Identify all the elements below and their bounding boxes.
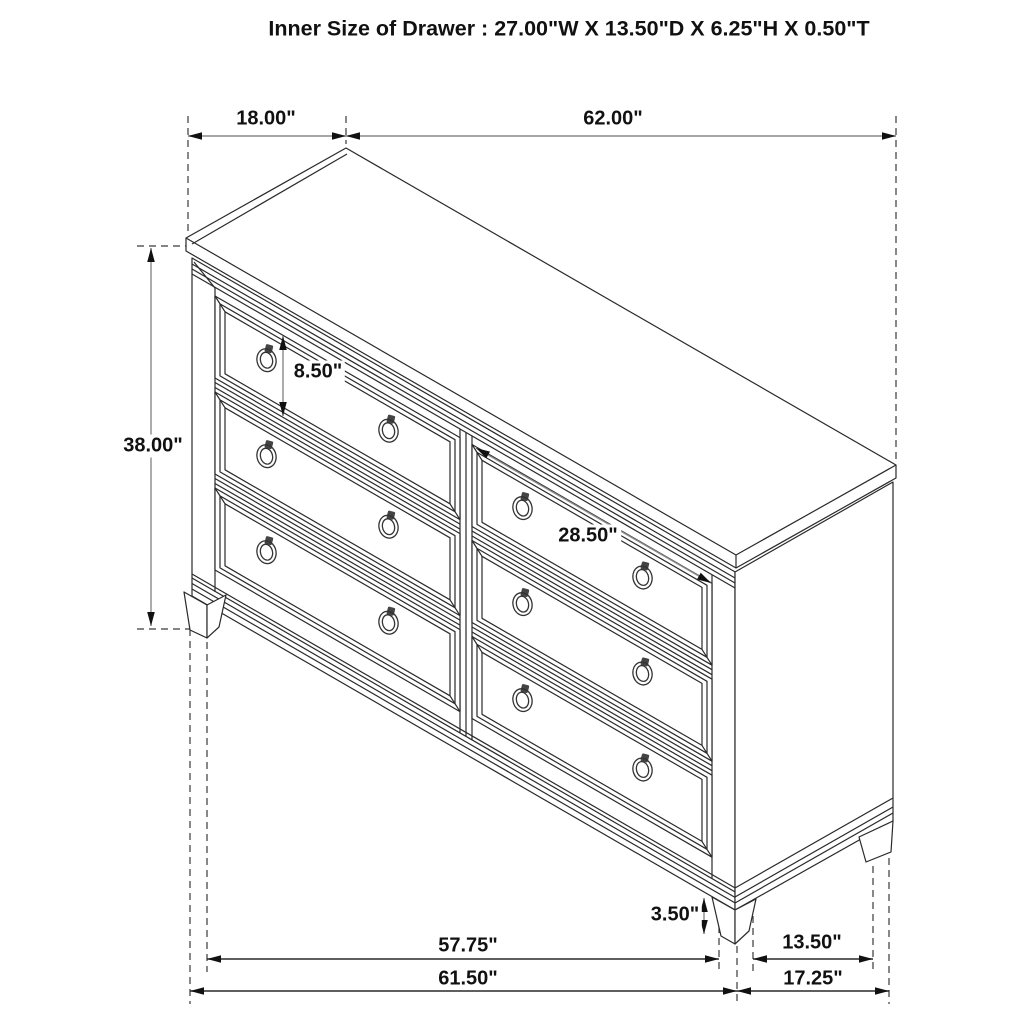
dim-label-top-depth: 18.00": [236, 107, 296, 130]
dim-label-leg-height: 3.50": [648, 904, 702, 927]
dim-label-front-width-inner: 57.75": [438, 934, 498, 957]
dim-label-top-width: 62.00": [583, 107, 643, 130]
dim-label-drawer-width: 28.50": [555, 525, 621, 548]
dim-label-overall-height: 38.00": [120, 435, 186, 458]
dresser: [184, 148, 896, 944]
dim-label-side-depth-inner: 13.50": [782, 931, 842, 954]
dim-label-side-depth-overall: 17.25": [783, 967, 843, 990]
diagram-title: Inner Size of Drawer : 27.00"W X 13.50"D X 6.25"H X 0.50"T: [268, 16, 870, 41]
dim-label-front-width-overall: 61.50": [438, 967, 498, 990]
dim-label-drawer-height: 8.50": [291, 361, 345, 384]
